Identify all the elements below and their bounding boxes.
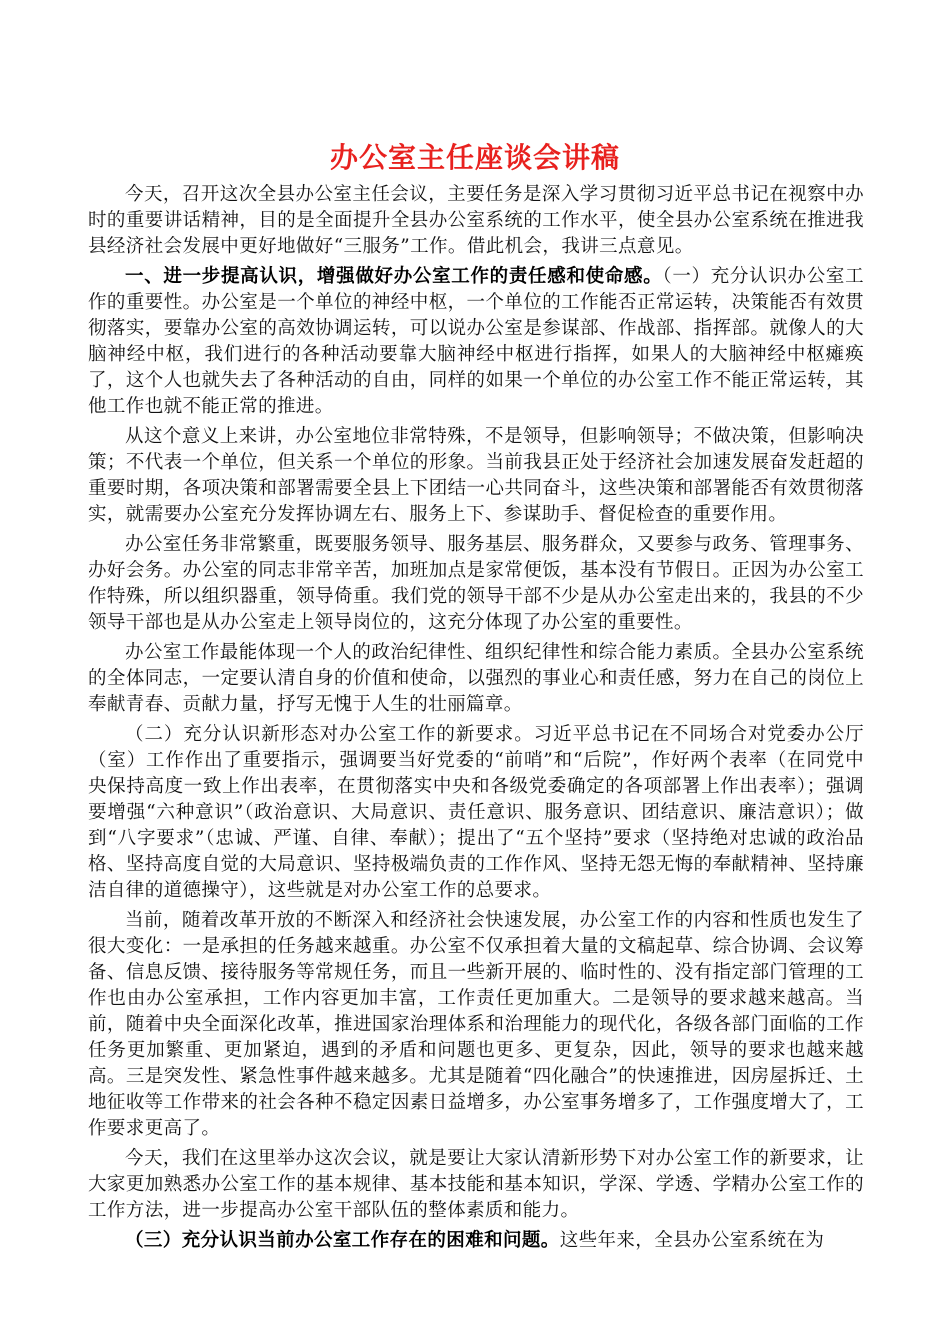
paragraph-5-text: 办公室工作最能体现一个人的政治纪律性、组织纪律性和综合能力素质。全县办公室系统的全体同志，一定要认清自身的价值和使命，以强烈的事业心和责任感，努力在自己的岗位上奉献青春、贡献力量，抒写无愧于人生的壮丽篇章。 bbox=[88, 642, 864, 715]
paragraph-3-text: 从这个意义上来讲，办公室地位非常特殊，不是领导，但影响领导；不做决策，但影响决策；不代表一个单位，但关系一个单位的形象。当前我县正处于经济社会加速发展奋发赶超的重要时期，各项决策和部署需要全县上下团结一心共同奋斗，这些决策和部署能否有效贯彻落实，就需要办公室充分发挥协调左右、服务上下、参谋助手、督促检查的重要作用。 bbox=[88, 426, 864, 525]
paragraph-6 bbox=[88, 722, 864, 904]
paragraph-2-text: （一）充分认识办公室工作的重要性。办公室是一个单位的神经中枢，一个单位的工作能否正常运转，决策能否有效贯彻落实，要靠办公室的高效协调运转，可以说办公室是参谋部、作战部、指挥部。就像人的大脑神经中枢，我们进行的各种活动要靠大脑神经中枢进行指挥，如果人的大脑神经中枢瘫痪了，这个人也就失去了各种活动的自由，同样的如果一个单位的办公室工作不能正常运转，其他工作也就不能正常的推进。 bbox=[88, 266, 865, 417]
paragraph-9 bbox=[88, 1228, 864, 1254]
paragraph-7 bbox=[88, 908, 864, 1142]
paragraph-7-text: 当前，随着改革开放的不断深入和经济社会快速发展，办公室工作的内容和性质也发生了很大变化：一是承担的任务越来越重。办公室不仅承担着大量的文稿起草、综合协调、会议筹备、信息反馈、接待服务等常规任务，而且一些新开展的、临时性的、没有指定部门管理的工作也由办公室承担，工作内容更加丰富，工作责任更加重大。二是领导的要求越来越高。当前，随着中央全面深化改革，推进国家治理体系和治理能力的现代化，各级各部门面临的工作任务更加繁重、更加紧迫，遇到的矛盾和问题也更多、更复杂，因此，领导的要求也越来越高。三是突发性、紧急性事件越来越多。尤其是随着“四化融合”的快速推进，因房屋拆迁、土地征收等工作带来的社会各种不稳定因素日益增多，办公室事务增多了，工作强度增大了，工作要求更高了。 bbox=[88, 910, 864, 1139]
document-title: 办公室主任座谈会讲稿 bbox=[329, 141, 620, 174]
paragraph-4-text: 办公室任务非常繁重，既要服务领导、服务基层、服务群众，又要参与政务、管理事务、办好会务。办公室的同志非常辛苦，加班加点是家常便饭，基本没有节假日。正因为办公室工作特殊，所以组织器重，领导倚重。我们党的领导干部不少是从办公室走出来的，我县的不少领导干部也是从办公室走上领导岗位的，这充分体现了办公室的重要性。 bbox=[88, 534, 864, 633]
paragraph-3 bbox=[88, 424, 864, 528]
paragraph-2 bbox=[88, 264, 864, 420]
paragraph-2-bold: 一、进一步提高认识，增强做好办公室工作的责任感和使命感。 bbox=[125, 266, 663, 287]
paragraph-9-bold: （三）充分认识当前办公室工作存在的困难和问题。 bbox=[125, 1230, 560, 1251]
paragraph-4 bbox=[88, 532, 864, 636]
paragraph-8-text: 今天，我们在这里举办这次会议，就是要让大家认清新形势下对办公室工作的新要求，让大家更加熟悉办公室工作的基本规律、基本技能和基本知识，学深、学透、学精办公室工作的工作方法，进一步提高办公室干部队伍的整体素质和能力。 bbox=[88, 1148, 864, 1221]
paragraph-8 bbox=[88, 1146, 864, 1224]
paragraph-5 bbox=[88, 640, 864, 718]
paragraph-1 bbox=[88, 182, 864, 260]
paragraph-9-text: 这些年来，全县办公室系统在为 bbox=[559, 1230, 825, 1251]
paragraph-1-text: 今天，召开这次全县办公室主任会议，主要任务是深入学习贯彻习近平总书记在视察中办时的重要讲话精神，目的是全面提升全县办公室系统的工作水平，使全县办公室系统在推进我县经济社会发展中更好地做好“三服务”工作。借此机会，我讲三点意见。 bbox=[88, 184, 864, 257]
paragraph-6-text: （二）充分认识新形态对办公室工作的新要求。习近平总书记在不同场合对党委办公厅（室）工作作出了重要指示，强调要当好党委的“前哨”和“后院”，作好两个表率（在同党中央保持高度一致上作出表率，在贯彻落实中央和各级党委确定的各项部署上作出表率）；强调要增强“六种意识”（政治意识、大局意识、责任意识、服务意识、团结意识、廉洁意识）；做到“八字要求”（忠诚、严谨、自律、奉献）；提出了“五个坚持”要求（坚持绝对忠诚的政治品格、坚持高度自觉的大局意识、坚持极端负责的工作作风、坚持无怨无悔的奉献精神、坚持廉洁自律的道德操守），这些就是对办公室工作的总要求。 bbox=[88, 724, 864, 901]
document-body bbox=[88, 182, 864, 1258]
